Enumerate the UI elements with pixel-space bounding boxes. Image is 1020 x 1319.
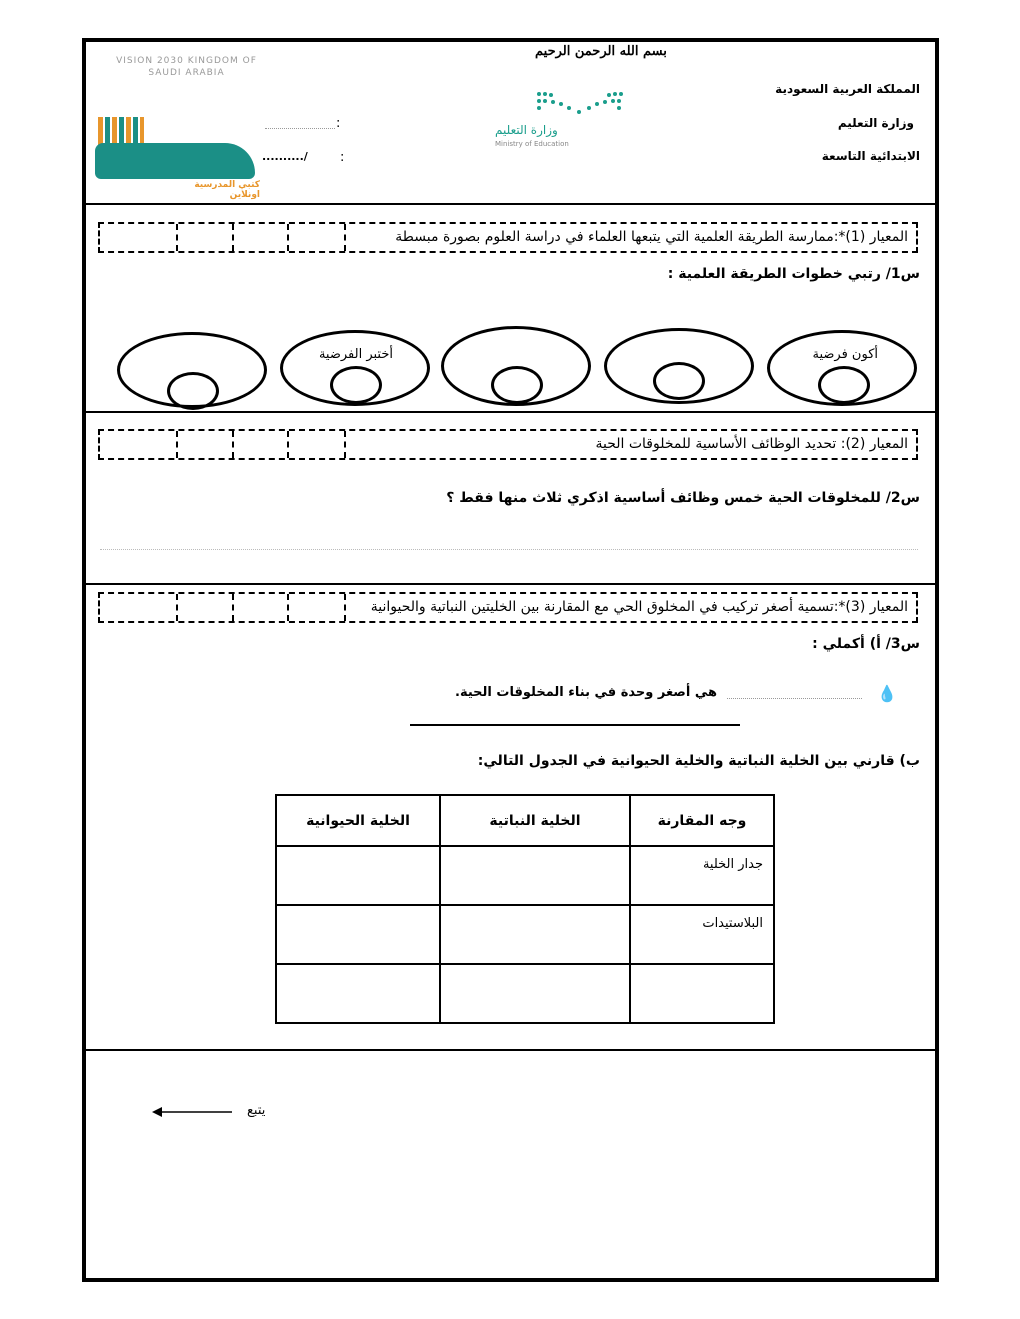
drop-bullet-icon: 💧 — [877, 684, 897, 703]
question-1: س1/ رتبي خطوات الطريقة العلمية : — [667, 266, 920, 282]
name-colon: : — [336, 116, 341, 131]
divider — [84, 1049, 936, 1051]
criterion-3-box — [98, 592, 918, 623]
step-label: أكون فرضية — [812, 347, 878, 362]
answer-cell[interactable] — [276, 905, 440, 964]
header-cell: الخلية الحيوانية — [276, 795, 440, 846]
comparison-table — [275, 794, 775, 1024]
header-cell: وجه المقارنة — [630, 795, 774, 846]
answer-line[interactable] — [100, 549, 918, 550]
date-field[interactable]: ........../ — [262, 150, 308, 163]
score-cell[interactable] — [176, 224, 178, 251]
step-circle-2[interactable] — [653, 362, 705, 400]
divider — [84, 583, 936, 585]
kutubi-logo — [95, 115, 260, 200]
divider — [84, 411, 936, 413]
step-label: أختبر الفرضية — [318, 347, 393, 362]
score-cell[interactable] — [344, 594, 346, 621]
table-row — [276, 964, 774, 1023]
step-circle-5[interactable] — [167, 372, 219, 410]
criterion-2-box — [98, 429, 918, 460]
score-cell[interactable] — [344, 431, 346, 458]
step-circle-4[interactable] — [330, 366, 382, 404]
table-row — [276, 846, 774, 905]
answer-cell[interactable] — [276, 964, 440, 1023]
moe-logo-arabic: وزارة التعليم — [495, 123, 558, 137]
table-row — [276, 905, 774, 964]
step-circle-3[interactable] — [491, 366, 543, 404]
vision-2030-logo: VISION 2030 KINGDOM OF SAUDI ARABIA — [116, 56, 257, 78]
separator-line — [410, 724, 740, 726]
question-3a-title: س3/ أ) أكملي : — [812, 636, 920, 652]
score-cell[interactable] — [176, 594, 178, 621]
kutubi-tagline: كتبي المدرسية اونلاين — [194, 180, 260, 200]
country-name: المملكة العربية السعودية — [775, 82, 920, 96]
question-3b-title: ب) قارني بين الخلية النباتية والخلية الحيوانية في الجدول التالي: — [477, 753, 920, 769]
question-2: س2/ للمخلوقات الحية خمس وظائف أساسية اذكري ثلاث منها فقط ؟ — [446, 490, 920, 506]
step-circle-1[interactable] — [818, 366, 870, 404]
row-label: جدار الخلية — [630, 846, 774, 905]
date-colon: : — [340, 150, 345, 165]
school-name: الابتدائية التاسعة — [821, 149, 920, 163]
divider — [84, 203, 936, 205]
criterion-1-box — [98, 222, 918, 253]
row-label[interactable] — [630, 964, 774, 1023]
continue-label: يتبع — [247, 1103, 266, 1118]
moe-logo-english: Ministry of Education — [495, 140, 569, 148]
answer-cell[interactable] — [276, 846, 440, 905]
score-cell[interactable] — [287, 431, 289, 458]
criterion-2-text: المعيار (2): تحديد الوظائف الأساسية للمخلوقات الحية — [595, 436, 908, 452]
kutubi-wordmark — [95, 143, 255, 179]
score-cell[interactable] — [232, 594, 234, 621]
answer-cell[interactable] — [440, 964, 630, 1023]
fill-sentence: هي أصغر وحدة في بناء المخلوقات الحية. — [455, 685, 717, 700]
score-cell[interactable] — [287, 594, 289, 621]
moe-dots-icon — [535, 90, 625, 120]
score-cell[interactable] — [287, 224, 289, 251]
score-cell[interactable] — [232, 431, 234, 458]
answer-cell[interactable] — [440, 905, 630, 964]
table-header-row — [276, 795, 774, 846]
name-field[interactable] — [265, 128, 335, 129]
answer-cell[interactable] — [440, 846, 630, 905]
fill-blank[interactable] — [727, 698, 862, 699]
books-icon — [98, 117, 144, 145]
criterion-3-text: المعيار (3)*:تسمية أصغر تركيب في المخلوق الحي مع المقارنة بين الخليتين النباتية والحيوانية — [370, 599, 908, 615]
ministry-name: وزارة التعليم — [837, 116, 914, 130]
basmala: بسم الله الرحمن الرحيم — [535, 44, 667, 59]
score-cell[interactable] — [344, 224, 346, 251]
score-cell[interactable] — [176, 431, 178, 458]
score-cell[interactable] — [232, 224, 234, 251]
moe-logo — [535, 90, 625, 124]
criterion-1-text: المعيار (1)*:ممارسة الطريقة العلمية التي يتبعها العلماء في دراسة العلوم بصورة مبسطة — [395, 229, 908, 245]
arrow-left-icon — [152, 1106, 234, 1118]
header-cell: الخلية النباتية — [440, 795, 630, 846]
row-label: البلاستيدات — [630, 905, 774, 964]
